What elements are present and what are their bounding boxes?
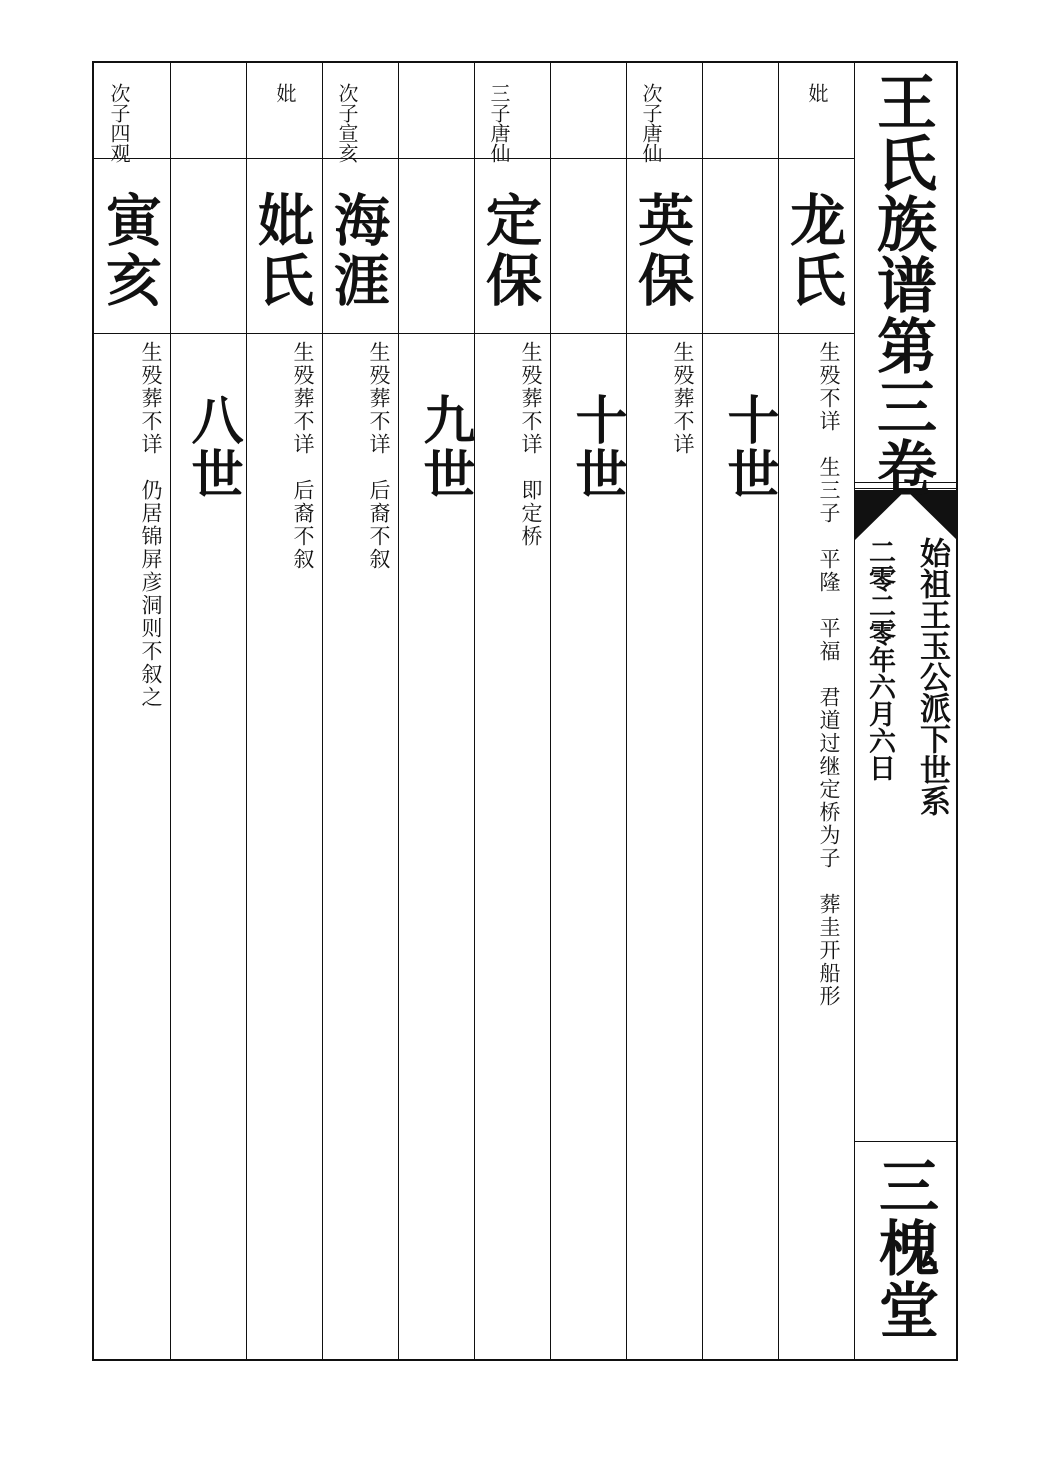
column-divider: [398, 63, 399, 1359]
entry-relation: 次子四观: [107, 83, 131, 163]
generation-label: 十世: [718, 393, 779, 501]
entry-name: 海涯: [325, 191, 391, 311]
entry-name: 妣氏: [249, 191, 315, 311]
book-subtitle: 始祖王玉公派下世系: [914, 537, 950, 816]
column-divider: [550, 63, 551, 1359]
genealogy-page-frame: [92, 61, 958, 1361]
entry-relation: 次子唐仙: [639, 83, 663, 163]
column-divider: [474, 63, 475, 1359]
compile-date: 二零二零年六月六日: [864, 538, 895, 781]
entry-name: 定保: [477, 191, 543, 311]
column-divider: [702, 63, 703, 1359]
hall-name: 三槐堂: [869, 1155, 939, 1341]
entry-relation: 妣: [273, 83, 297, 103]
entry-relation: 次子宣亥: [335, 83, 359, 163]
hall-divider: [854, 1141, 958, 1142]
entry-name: 寅亥: [97, 191, 163, 311]
entry-description: 生殁葬不详: [671, 341, 695, 456]
column-divider: [246, 63, 247, 1359]
entry-description: 生殁葬不详 后裔不叙: [291, 341, 315, 571]
row-divider-relation: [94, 158, 854, 159]
row-divider-name: [94, 333, 854, 334]
column-divider: [778, 63, 779, 1359]
entry-description: 生殁葬不详 即定桥: [519, 341, 543, 548]
generation-label: 九世: [414, 393, 475, 501]
generation-label: 十世: [566, 393, 627, 501]
title-column-divider: [854, 63, 855, 1359]
column-divider: [322, 63, 323, 1359]
entry-description: 生殁不详 生三子 平隆 平福 君道过继定桥为子 葬圭开船形: [817, 341, 841, 1008]
entry-name: 英保: [629, 191, 695, 311]
entry-name: 龙氏: [781, 191, 847, 311]
book-title: 王氏族谱第三卷: [867, 71, 937, 498]
entry-description: 生殁葬不详 仍居锦屏彦洞则不叙之: [139, 341, 163, 709]
column-divider: [170, 63, 171, 1359]
entry-relation: 妣: [805, 83, 829, 103]
column-divider: [626, 63, 627, 1359]
entry-relation: 三子唐仙: [487, 83, 511, 163]
generation-label: 八世: [182, 393, 243, 501]
entry-description: 生殁葬不详 后裔不叙: [367, 341, 391, 571]
